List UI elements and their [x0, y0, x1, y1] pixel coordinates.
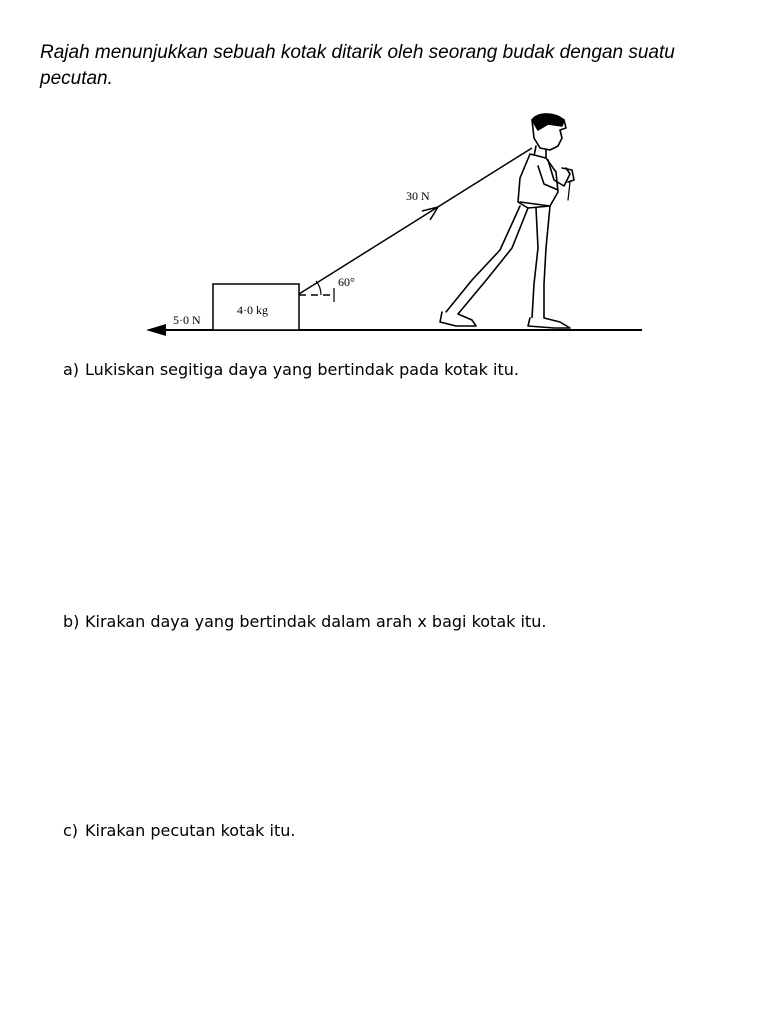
question-b	[63, 612, 546, 631]
friction-force-label: 5·0 N	[173, 313, 201, 327]
rope	[299, 148, 532, 294]
intro-line-2: pecutan.	[40, 68, 113, 89]
question-c	[63, 821, 295, 840]
angle-label: 60°	[338, 275, 355, 289]
pull-force-label: 30 N	[406, 189, 430, 203]
intro-paragraph	[40, 40, 730, 92]
force-diagram	[140, 108, 650, 340]
question-c-text: Kirakan pecutan kotak itu.	[85, 821, 296, 840]
person-illustration	[440, 114, 574, 328]
question-a-letter: a)	[63, 360, 80, 379]
intro-line-1: Rajah menunjukkan sebuah kotak ditarik oleh seorang budak dengan suatu	[40, 42, 675, 63]
question-a	[63, 360, 519, 379]
question-c-letter: c)	[63, 821, 79, 840]
question-b-letter: b)	[63, 612, 80, 631]
force-diagram-svg	[140, 108, 650, 340]
question-b-text: Kirakan daya yang bertindak dalam arah x bagi kotak itu.	[85, 612, 547, 631]
question-a-text: Lukiskan segitiga daya yang bertindak pada kotak itu.	[85, 360, 519, 379]
mass-label: 4·0 kg	[237, 303, 268, 317]
friction-arrow-head	[146, 324, 166, 336]
